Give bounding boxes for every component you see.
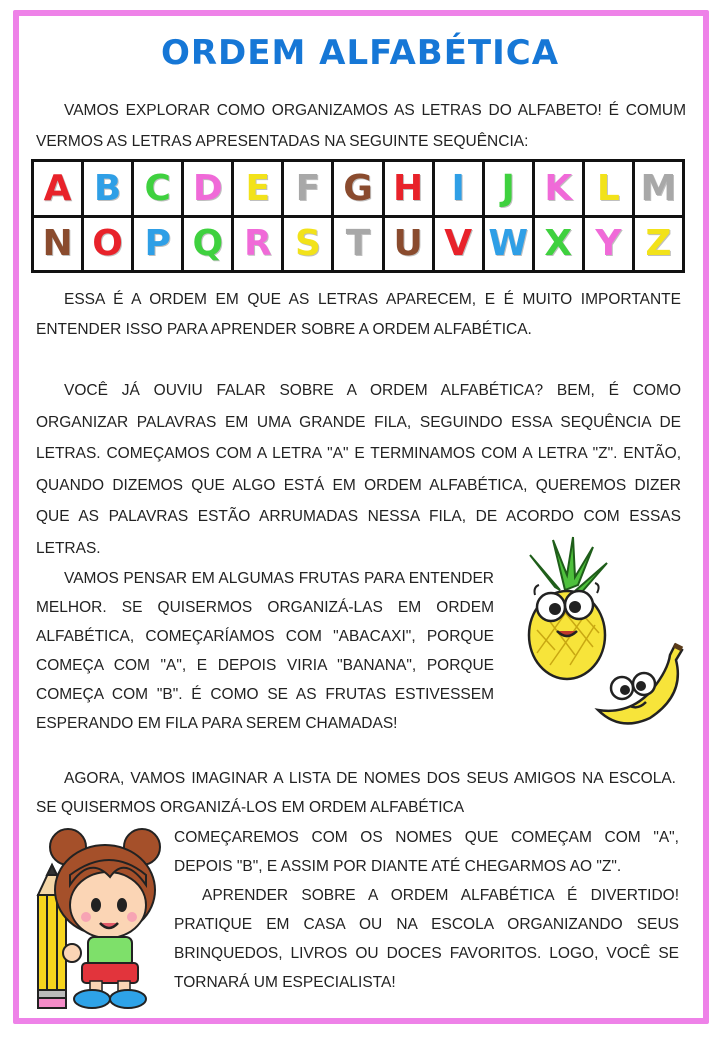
alphabet-letter-r: R	[234, 218, 281, 271]
girl-with-pencil-illustration	[30, 825, 170, 1010]
alphabet-letter-l: L	[585, 162, 632, 215]
alphabet-letter-t: T	[334, 218, 381, 271]
alphabet-letter-a: A	[34, 162, 81, 215]
alphabet-letter-b: B	[84, 162, 131, 215]
alphabet-letter-o: O	[84, 218, 131, 271]
alphabet-letter-p: P	[134, 218, 181, 271]
page-title: ORDEM ALFABÉTICA	[160, 33, 560, 73]
alphabet-letter-n: N	[34, 218, 81, 271]
alphabet-letter-k: K	[535, 162, 582, 215]
alphabet-letter-x: X	[535, 218, 582, 271]
alphabet-letter-v: V	[435, 218, 482, 271]
paragraph-conclusion: APRENDER SOBRE A ORDEM ALFABÉTICA É DIVERTIDO! PRATIQUE EM CASA OU NA ESCOLA ORGANIZANDO SEUS BRINQUEDOS, LIVROS OU DOCES FAVORITOS. LOGO, VOCÊ SE TORNARÁ UM ESPECIALISTA!	[174, 887, 679, 991]
alphabet-letter-f: F	[284, 162, 331, 215]
alphabet-table	[31, 159, 685, 273]
alphabet-letter-m: M	[635, 162, 682, 215]
alphabet-letter-i: I	[435, 162, 482, 215]
alphabet-letter-z: Z	[635, 218, 682, 271]
alphabet-letter-w: W	[485, 218, 532, 271]
paragraph-friends-continued: COMEÇAREMOS COM OS NOMES QUE COMEÇAM COM "A", DEPOIS "B", E ASSIM POR DIANTE ATÉ CHEGARMOS AO "Z".	[174, 829, 679, 875]
alphabet-letter-s: S	[284, 218, 331, 271]
alphabet-letter-h: H	[385, 162, 432, 215]
alphabet-letter-u: U	[385, 218, 432, 271]
paragraph-friends: AGORA, VAMOS IMAGINAR A LISTA DE NOMES DOS SEUS AMIGOS NA ESCOLA. SE QUISERMOS ORGANIZÁ-LOS EM ORDEM ALFABÉTICA	[36, 770, 676, 816]
banana-illustration	[590, 640, 690, 730]
alphabet-letter-j: J	[485, 162, 532, 215]
alphabet-letter-c: C	[134, 162, 181, 215]
alphabet-letter-q: Q	[184, 218, 231, 271]
paragraph-order: ESSA É A ORDEM EM QUE AS LETRAS APARECEM, E É MUITO IMPORTANTE ENTENDER ISSO PARA APRENDER SOBRE A ORDEM ALFABÉTICA.	[36, 291, 681, 338]
alphabet-letter-y: Y	[585, 218, 632, 271]
paragraph-definition: VOCÊ JÁ OUVIU FALAR SOBRE A ORDEM ALFABÉTICA? BEM, É COMO ORGANIZAR PALAVRAS EM UMA GRANDE FILA, SEGUINDO ESSA SEQUÊNCIA DE LETRAS. COMEÇAMOS COM A LETRA "A" E TERMINAMOS COM A LETRA "Z". ENTÃO, QUANDO DIZEMOS QUE ALGO ESTÁ EM ORDEM ALFABÉTICA, QUEREMOS DIZER QUE AS PALAVRAS ESTÃO ARRUMADAS NESSA FILA, DE ACORDO COM ESSAS LETRAS.	[36, 382, 681, 557]
alphabet-letter-e: E	[234, 162, 281, 215]
alphabet-letter-d: D	[184, 162, 231, 215]
alphabet-letter-g: G	[334, 162, 381, 215]
paragraph-fruits: VAMOS PENSAR EM ALGUMAS FRUTAS PARA ENTENDER MELHOR. SE QUISERMOS ORGANIZÁ-LAS EM ORDEM ALFABÉTICA, COMEÇARÍAMOS COM "ABACAXI", PORQUE COMEÇA COM "A", E DEPOIS VIRIA "BANANA", PORQUE COMEÇA COM "B". É COMO SE AS FRUTAS ESTIVESSEM ESPERANDO EM FILA PARA SEREM CHAMADAS!	[36, 570, 494, 732]
intro-paragraph: VAMOS EXPLORAR COMO ORGANIZAMOS AS LETRAS DO ALFABETO! É COMUM VERMOS AS LETRAS APRESENTADAS NA SEGUINTE SEQUÊNCIA:	[36, 102, 686, 150]
